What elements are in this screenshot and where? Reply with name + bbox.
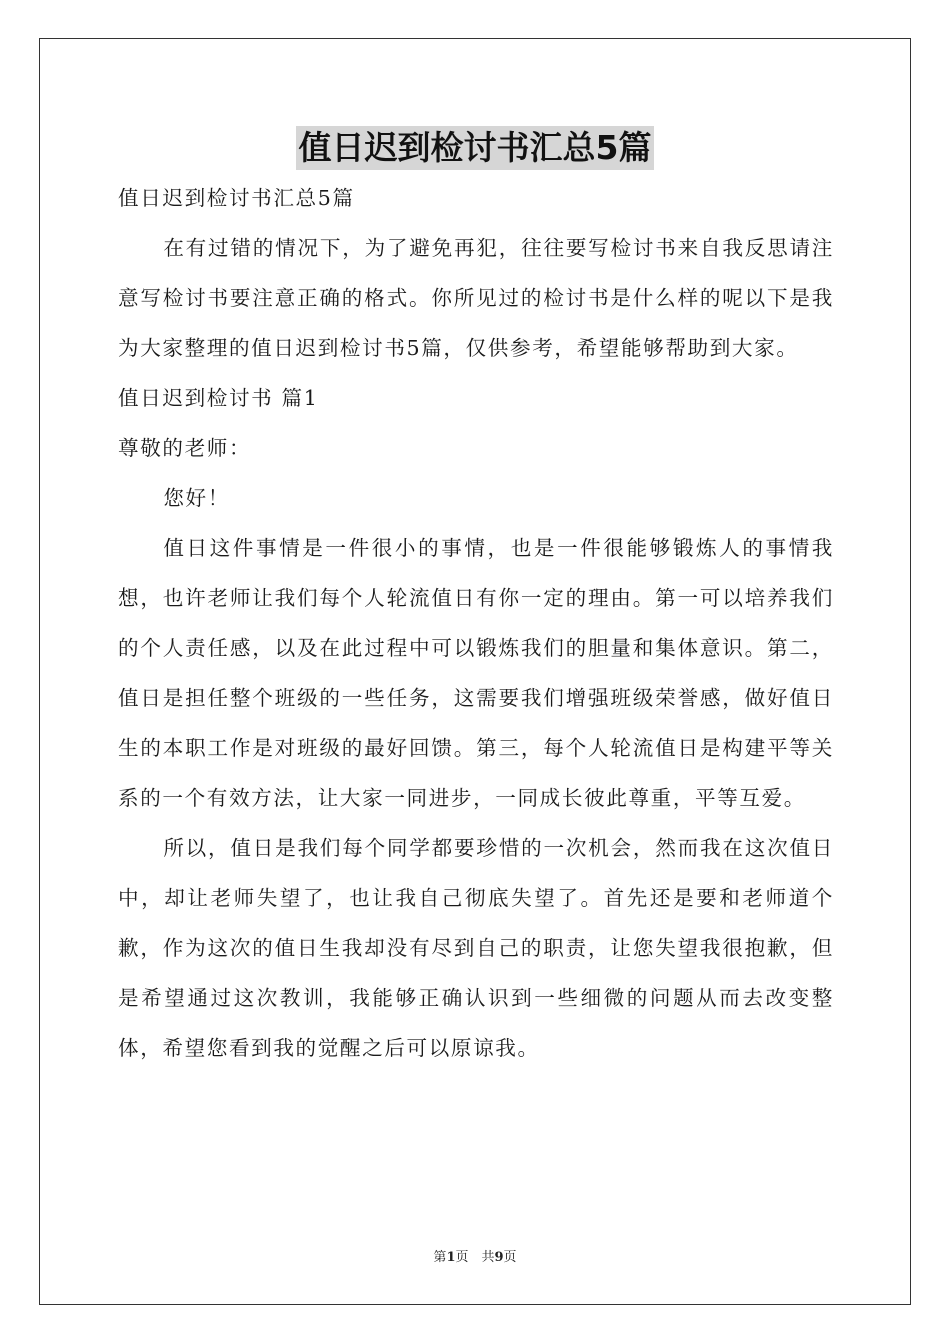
- document-body: [118, 173, 834, 1073]
- document-title: 值日迟到检讨书汇总5篇: [296, 126, 655, 170]
- title-container: [0, 126, 950, 170]
- intro-paragraph: 在有过错的情况下，为了避免再犯，往往要写检讨书来自我反思请注意写检讨书要注意正确的格式。你所见过的检讨书是什么样的呢以下是我为大家整理的值日迟到检讨书5篇，仅供参考，希望能够帮助到大家。: [118, 236, 834, 360]
- page-total: 9: [494, 1250, 504, 1265]
- body-paragraph: 所以，值日是我们每个同学都要珍惜的一次机会，然而我在这次值日中，却让老师失望了，也让我自己彻底失望了。首先还是要和老师道个歉，作为这次的值日生我却没有尽到自己的职责，让您失望我很抱歉，但是希望通过这次教训，我能够正确认识到一些细微的问题从而去改变整体，希望您看到我的觉醒之后可以原谅我。: [118, 836, 834, 1060]
- page-mid: 页 共: [455, 1250, 495, 1265]
- body-paragraph: 值日这件事情是一件很小的事情，也是一件很能够锻炼人的事情我想，也许老师让我们每个人轮流值日有你一定的理由。第一可以培养我们的个人责任感，以及在此过程中可以锻炼我们的胆量和集体意识。第二，值日是担任整个班级的一些任务，这需要我们增强班级荣誉感，做好值日生的本职工作是对班级的最好回馈。第三，每个人轮流值日是构建平等关系的一个有效方法，让大家一同进步，一同成长彼此尊重，平等互爱。: [118, 536, 834, 810]
- page-prefix: 第: [433, 1250, 447, 1265]
- document-subtitle: 值日迟到检讨书汇总5篇: [118, 186, 355, 210]
- page-footer: [0, 1246, 950, 1265]
- page-number: 1: [446, 1250, 456, 1265]
- salutation: 尊敬的老师：: [118, 436, 252, 460]
- greeting: 您好！: [163, 486, 230, 510]
- page-suffix: 页: [503, 1250, 517, 1265]
- section-heading: 值日迟到检讨书 篇1: [118, 386, 319, 410]
